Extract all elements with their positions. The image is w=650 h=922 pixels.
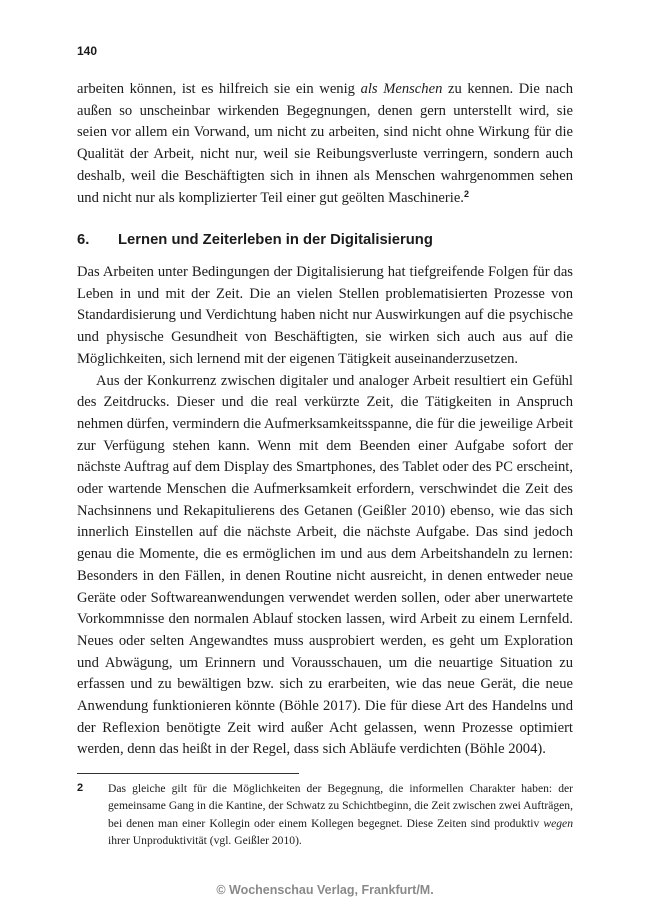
footnote-reference[interactable]: 2 xyxy=(463,188,469,199)
continuation-paragraph xyxy=(77,79,573,209)
footnote-number: 2 xyxy=(77,782,84,794)
footnote-text-end: ihrer Unproduktivität (vgl. Geißler 2010). xyxy=(108,833,302,847)
continuation-text-end: zu kennen. Die nach außen so unscheinbar wirkenden Begegnungen, denen gern unterstellt wird, sie seien vor allem ein Vorwand, um nicht zu arbeiten, sind nicht ohne Wirkung für die Qualität der Arbeit, nicht nur, weil sie Reibungsverluste verringern, sondern auch deshalb, weil die Beschäftigten sich in ihnen als Menschen wahrgenommen sehen und nicht nur als komplizierter Teil einer gut geölten Maschinerie. xyxy=(77,81,573,206)
section-body xyxy=(77,262,573,761)
page-number: 140 xyxy=(77,44,98,58)
section-title: Lernen und Zeiterleben in der Digitalisierung xyxy=(118,232,433,248)
footnote xyxy=(77,780,573,849)
emphasis-als-menschen: als Menschen xyxy=(360,81,443,97)
paragraph-2: Aus der Konkurrenz zwischen digitaler und analoger Arbeit resultiert ein Gefühl des Zeitdrucks. Dieser und die real verkürzte Zeit, die Tätigkeiten in Anspruch nehmen dürfen, vermindern die Aufmerksamkeitsspanne, die für die jeweilige Arbeit zur Verfügung stehen kann. Wenn mit dem Beenden einer Aufgabe sofort der nächste Auftrag auf dem Display des Smartphones, des Tablet oder des PC erscheint, oder wartende Menschen die Aufmerksamkeit erfordern, verschwindet die Zeit des Nachsinnens und Rekapitulierens des Getanen (Geißler 2010) ebenso, wie das sich innerlich Einstellen auf die nächste Arbeit, die nächste Aufgabe. Das sind jedoch genau die Momente, die es ermöglichen im und aus dem Arbeitshandeln zu lernen: Besonders in den Fällen, in denen Routine nicht ausreicht, in denen entweder neue Geräte oder Softwareanwendungen verwendet werden sollen, oder aber unerwartete Vorkommnisse den normalen Ablauf stocken lassen, wird Arbeit zu einem Lernfeld. Neues oder selten Angewandtes muss ausprobiert werden, es geht um Exploration und Abwägung, um Erinnern und Vorausschauen, um die neuartige Situation zu erfassen und zu bewältigen bzw. sich zu erarbeiten, wie das neue Gerät, die neue Anwendung funktionieren könnte (Böhle 2017). Die für diese Art des Handelns und der Reflexion benötigte Zeit wird außer Acht gelassen, wenn Prozesse optimiert werden, denn das heißt in der Regel, dass sich Abläufe verdichten (Böhle 2004). xyxy=(77,372,573,758)
footnote-divider xyxy=(77,773,299,774)
footnote-text xyxy=(108,780,573,849)
section-number: 6. xyxy=(77,232,90,248)
emphasis-wegen: wegen xyxy=(543,816,573,830)
footnote-text-start: Das gleiche gilt für die Möglichkeiten der Begegnung, die informellen Charakter haben: der gemeinsame Gang in die Kantine, der Schwatz zu Schichtbeginn, die Zeit zwischen zwei Aufträgen, bei denen man einer Kollegin oder einem Kollegen begegnet. Diese Zeiten sind produktiv xyxy=(108,782,573,830)
publisher-footer: © Wochenschau Verlag, Frankfurt/M. xyxy=(216,883,434,897)
section-heading xyxy=(77,232,573,248)
paragraph-1: Das Arbeiten unter Bedingungen der Digitalisierung hat tiefgreifende Folgen für das Leben in und mit der Zeit. Die an vielen Stellen problematisierten Prozesse von Standardisierung und Verdichtung haben nicht nur Auswirkungen auf die psychische und physische Gesundheit von Beschäftigten, sie wirken sich auch aus auf die Möglichkeiten, sich lernend mit der eigenen Tätigkeit auseinanderzusetzen. xyxy=(77,264,573,367)
continuation-text-start: arbeiten können, ist es hilfreich sie ein wenig xyxy=(77,81,361,97)
